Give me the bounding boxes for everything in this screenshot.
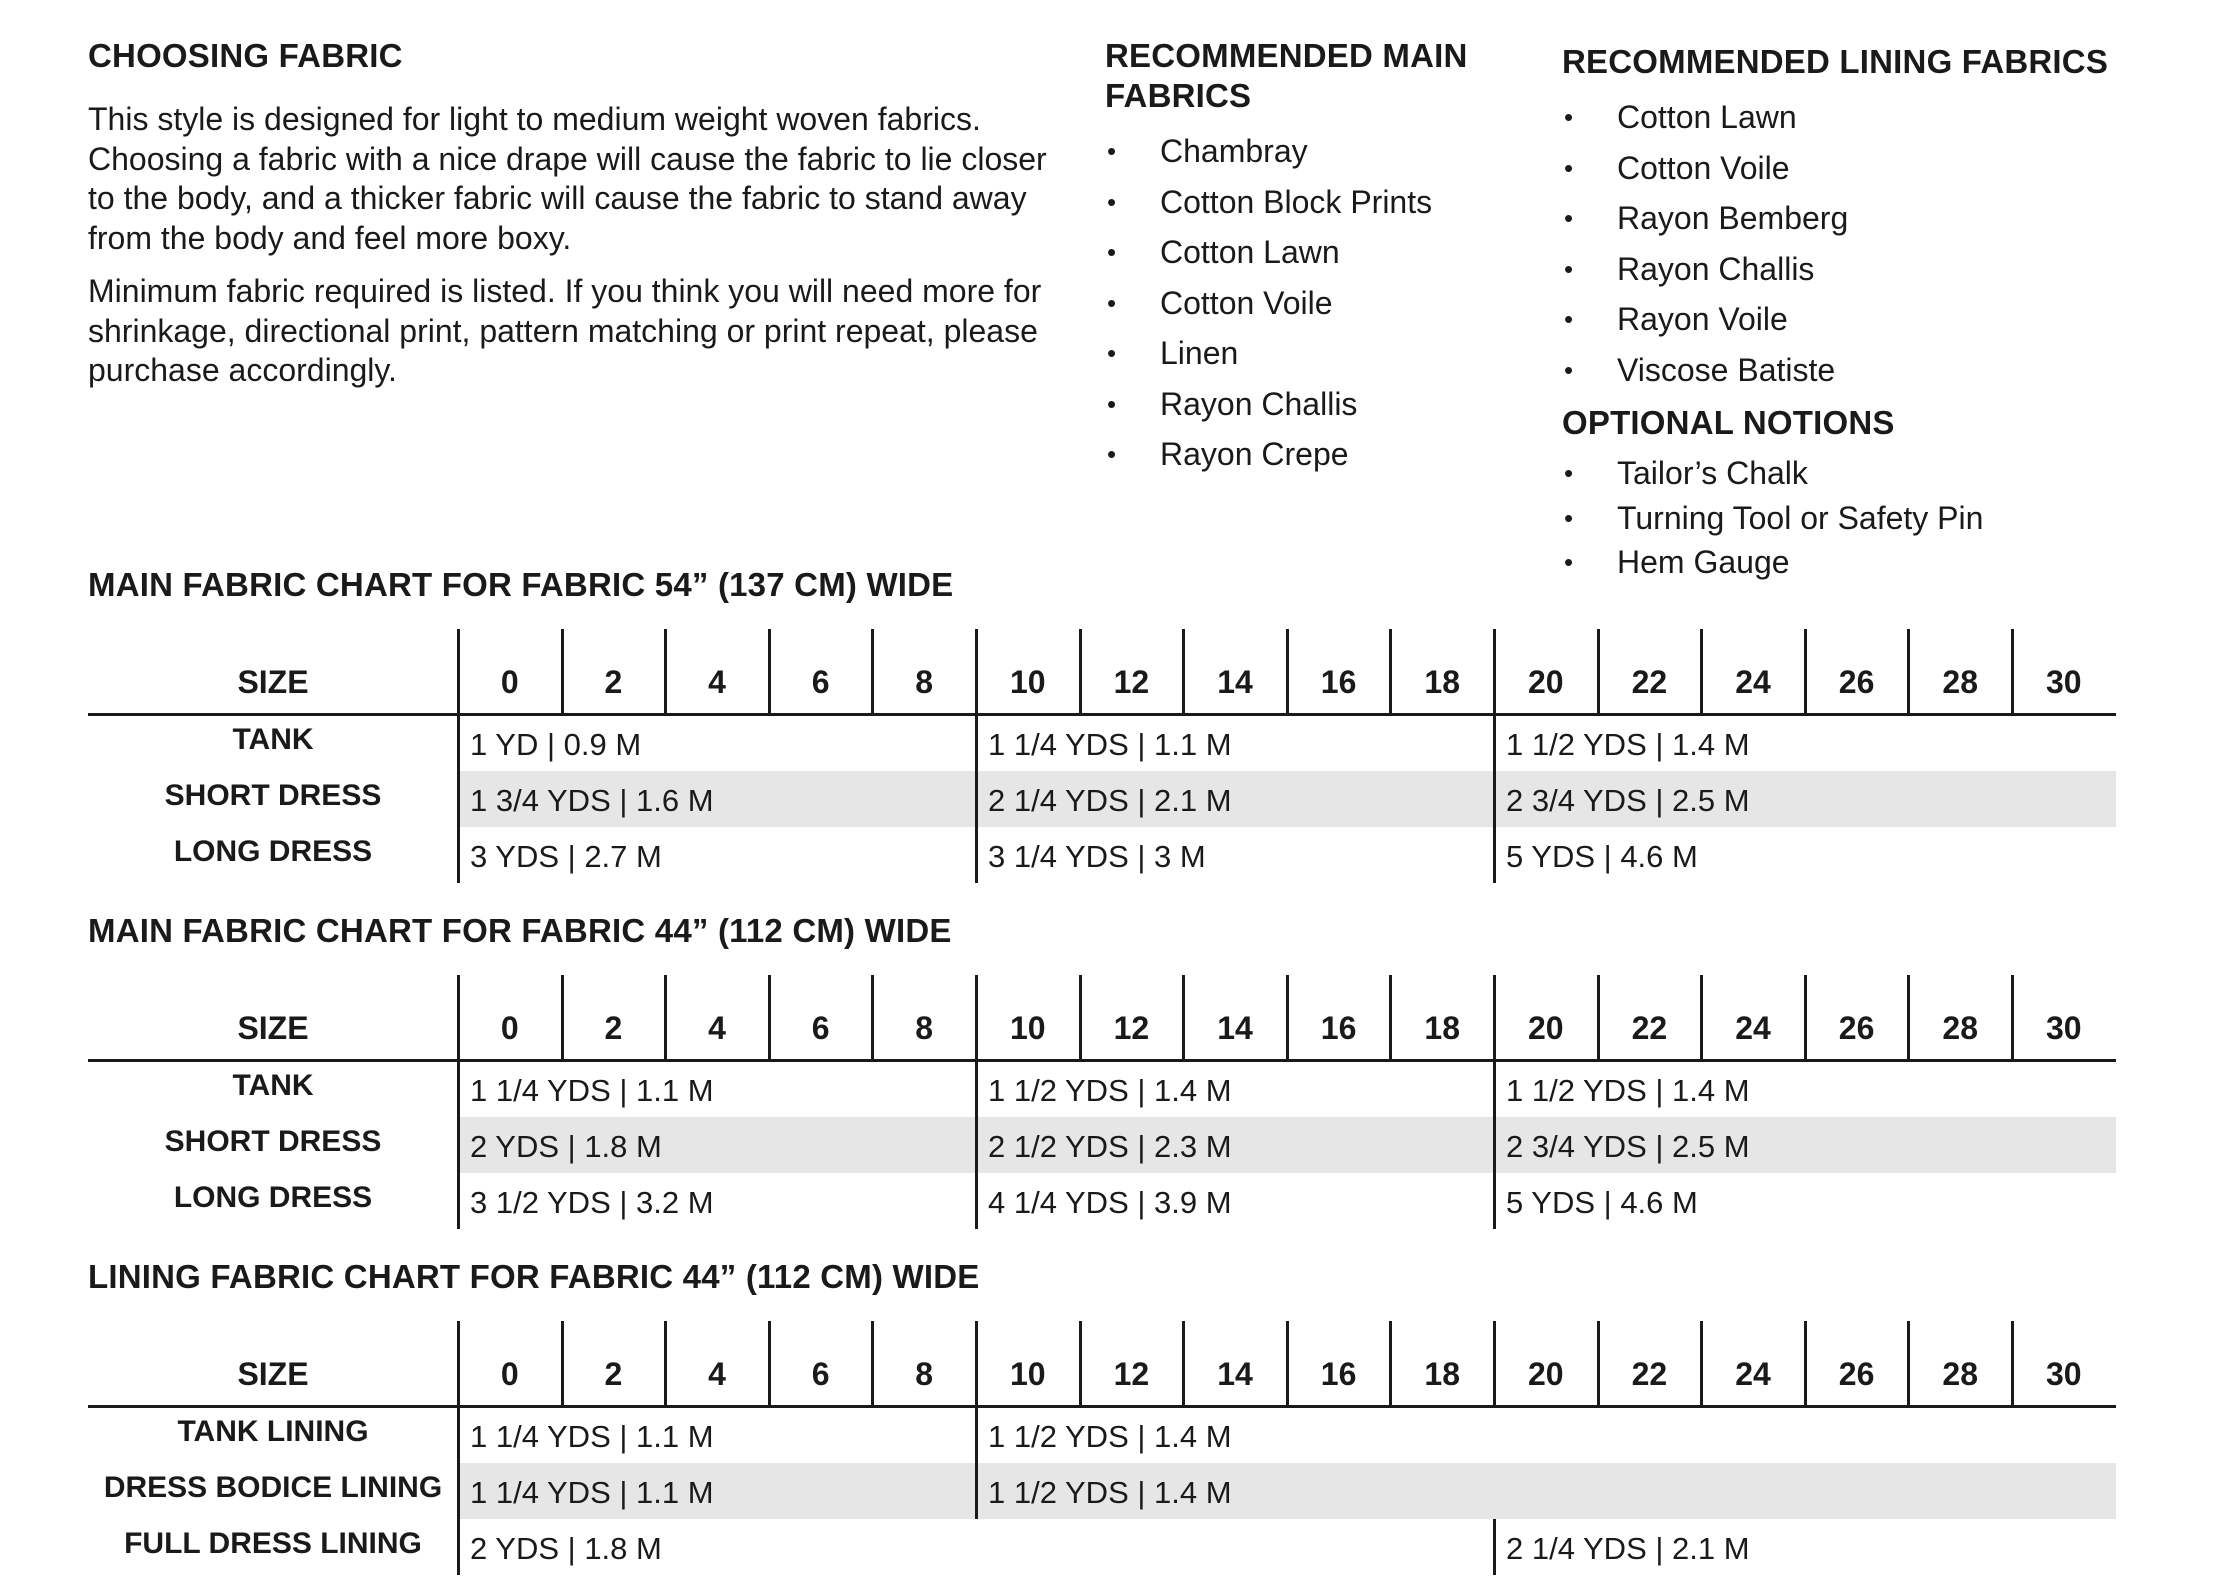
bullet-icon: • — [1564, 458, 1574, 488]
row-label: SHORT DRESS — [164, 1125, 382, 1158]
bullet-icon: • — [1564, 203, 1574, 233]
size-header-cell: 24 — [1735, 1356, 1771, 1392]
list-item-label: Cotton Block Prints — [1160, 183, 1433, 220]
list-item — [1562, 540, 2162, 585]
bullet-icon: • — [1107, 439, 1117, 469]
chart-title: LINING FABRIC CHART FOR FABRIC 44” (112 CM) WIDE — [88, 1258, 980, 1295]
list-item — [1105, 227, 1505, 278]
list-item — [1562, 92, 2162, 143]
size-header-cell: 0 — [500, 1356, 519, 1392]
bullet-icon: • — [1564, 354, 1574, 385]
bullet-icon: • — [1107, 186, 1117, 217]
yardage-value: 3 1/2 YDS | 3.2 M — [470, 1185, 714, 1220]
bullet-icon: • — [1107, 237, 1117, 267]
table-row — [88, 1061, 2116, 1117]
yardage-value: 2 YDS | 1.8 M — [470, 1531, 662, 1566]
list-item-label: Cotton Voile — [1160, 284, 1333, 321]
list-item — [1105, 328, 1505, 379]
size-header-cell: 0 — [500, 664, 519, 700]
size-header-cell: 14 — [1217, 1356, 1253, 1392]
list-item-label: Chambray — [1160, 133, 1308, 169]
row-label: TANK — [232, 1069, 314, 1102]
size-header-cell: 30 — [2046, 1010, 2082, 1046]
choosing-fabric-heading: CHOOSING FABRIC — [88, 37, 403, 74]
size-header-cell: 30 — [2046, 664, 2082, 700]
size-header-cell: 8 — [915, 1356, 934, 1392]
choosing-fabric-paragraph-1: This style is designed for light to medium weight woven fabrics. Choosing a fabric with a nice drape will cause the fabric to lie closer to the body, and a thicker fabric will cause the fabric to stand away from the body and feel more boxy. — [88, 101, 1047, 256]
size-header-cell: 10 — [1010, 1010, 1046, 1046]
size-header-cell: 14 — [1217, 664, 1253, 700]
bullet-icon: • — [1564, 152, 1574, 183]
table-row — [88, 1173, 2116, 1229]
bullet-icon: • — [1107, 287, 1117, 318]
list-item-label: Viscose Batiste — [1617, 351, 1836, 388]
size-header-cell: 28 — [1942, 664, 1978, 700]
size-header-cell: 26 — [1838, 664, 1875, 700]
yardage-value: 2 1/4 YDS | 2.1 M — [1506, 1531, 1750, 1566]
choosing-fabric-section — [88, 36, 1078, 391]
list-item — [1562, 451, 2162, 496]
size-header-label: SIZE — [237, 1010, 309, 1046]
bullet-icon: • — [1107, 338, 1117, 368]
yardage-value: 5 YDS | 4.6 M — [1506, 1185, 1698, 1220]
recommended-main-heading: RECOMMENDED MAIN FABRICS — [1105, 37, 1468, 114]
chart-title: MAIN FABRIC CHART FOR FABRIC 54” (137 CM) WIDE — [88, 566, 954, 603]
yardage-value: 1 1/2 YDS | 1.4 M — [1506, 727, 1750, 762]
row-label: LONG DRESS — [173, 1181, 373, 1214]
bullet-icon: • — [1107, 136, 1117, 166]
bullet-icon: • — [1564, 547, 1574, 577]
yardage-value: 2 1/2 YDS | 2.3 M — [988, 1129, 1232, 1164]
list-item-label: Linen — [1160, 335, 1239, 371]
yardage-value: 2 3/4 YDS | 2.5 M — [1506, 1129, 1750, 1164]
table-row — [88, 827, 2116, 883]
recommended-lining-heading: RECOMMENDED LINING FABRICS — [1562, 43, 2109, 80]
size-header-cell: 12 — [1113, 1010, 1150, 1046]
size-header-cell: 2 — [604, 1010, 623, 1046]
list-item — [1562, 193, 2162, 244]
yardage-value: 2 3/4 YDS | 2.5 M — [1506, 783, 1750, 818]
size-header-cell: 28 — [1942, 1356, 1978, 1392]
yardage-value: 1 YD | 0.9 M — [470, 727, 642, 762]
bullet-icon: • — [1564, 502, 1574, 533]
size-header-cell: 6 — [811, 1356, 830, 1392]
row-label: TANK — [232, 723, 314, 756]
recommended-main-list — [1105, 126, 1505, 480]
size-header-cell: 12 — [1113, 1356, 1150, 1392]
size-header-cell: 26 — [1838, 1356, 1875, 1392]
size-header-cell: 16 — [1320, 1010, 1357, 1046]
list-item-label: Rayon Bemberg — [1617, 200, 1849, 236]
fabric-chart-table — [88, 975, 2116, 1231]
size-header-cell: 8 — [915, 664, 934, 700]
table-row — [88, 715, 2116, 771]
size-header-cell: 22 — [1631, 1356, 1668, 1392]
size-header-cell: 20 — [1528, 1356, 1564, 1392]
yardage-value: 1 1/2 YDS | 1.4 M — [988, 1073, 1232, 1108]
yardage-value: 3 YDS | 2.7 M — [470, 839, 662, 874]
optional-notions-list — [1562, 451, 2162, 585]
size-header-cell: 20 — [1528, 1010, 1564, 1046]
size-header-cell: 22 — [1631, 664, 1668, 700]
size-header-cell: 30 — [2046, 1356, 2082, 1392]
chart-title: MAIN FABRIC CHART FOR FABRIC 44” (112 CM) WIDE — [88, 912, 952, 949]
list-item — [1105, 278, 1505, 329]
table-row — [88, 771, 2116, 827]
list-item — [1105, 177, 1505, 228]
optional-notions-heading: OPTIONAL NOTIONS — [1562, 404, 1895, 441]
recommended-lining-section — [1562, 42, 2162, 585]
list-item — [1105, 429, 1505, 480]
size-header-cell: 10 — [1010, 1356, 1046, 1392]
size-header-cell: 18 — [1424, 1010, 1460, 1046]
list-item-label: Cotton Voile — [1617, 149, 1790, 186]
size-header-cell: 28 — [1942, 1010, 1978, 1046]
yardage-value: 1 1/4 YDS | 1.1 M — [470, 1419, 714, 1454]
size-header-cell: 14 — [1217, 1010, 1253, 1046]
list-item-label: Hem Gauge — [1617, 544, 1790, 580]
yardage-value: 1 1/4 YDS | 1.1 M — [470, 1073, 714, 1108]
list-item — [1562, 143, 2162, 194]
fabric-chart-table — [88, 1321, 2116, 1577]
list-item — [1562, 345, 2162, 396]
size-header-cell: 2 — [604, 1356, 623, 1392]
list-item — [1562, 244, 2162, 295]
row-label: LONG DRESS — [173, 835, 373, 868]
fabric-chart-table — [88, 629, 2116, 885]
table-row — [88, 1117, 2116, 1173]
list-item — [1105, 126, 1505, 177]
list-item-label: Tailor’s Chalk — [1617, 455, 1808, 491]
list-item — [1562, 496, 2162, 541]
size-header-cell: 2 — [604, 664, 623, 700]
size-header-cell: 24 — [1735, 1010, 1771, 1046]
yardage-value: 1 1/4 YDS | 1.1 M — [988, 727, 1232, 762]
size-header-cell: 22 — [1631, 1010, 1668, 1046]
row-shading — [458, 1117, 2116, 1173]
yardage-value: 1 1/4 YDS | 1.1 M — [470, 1475, 714, 1510]
row-label: DRESS BODICE LINING — [103, 1471, 443, 1504]
size-header-cell: 12 — [1113, 664, 1150, 700]
list-item-label: Rayon Challis — [1160, 385, 1358, 422]
yardage-value: 3 1/4 YDS | 3 M — [988, 839, 1206, 874]
bullet-icon: • — [1107, 388, 1117, 419]
size-header-label: SIZE — [237, 1356, 309, 1392]
list-item-label: Rayon Challis — [1617, 250, 1815, 287]
yardage-value: 5 YDS | 4.6 M — [1506, 839, 1698, 874]
size-header-cell: 8 — [915, 1010, 934, 1046]
yardage-value: 2 1/4 YDS | 2.1 M — [988, 783, 1232, 818]
size-header-cell: 4 — [708, 1010, 726, 1046]
size-header-cell: 26 — [1838, 1010, 1875, 1046]
yardage-value: 1 1/2 YDS | 1.4 M — [1506, 1073, 1750, 1108]
size-header-cell: 18 — [1424, 664, 1460, 700]
size-header-cell: 10 — [1010, 664, 1046, 700]
list-item-label: Cotton Lawn — [1617, 99, 1797, 135]
size-header-cell: 20 — [1528, 664, 1564, 700]
size-header-cell: 16 — [1320, 1356, 1357, 1392]
list-item — [1562, 294, 2162, 345]
table-row — [88, 1463, 2116, 1519]
size-header-cell: 6 — [811, 1010, 830, 1046]
table-row — [88, 1519, 2116, 1575]
yardage-value: 1 1/2 YDS | 1.4 M — [988, 1419, 1232, 1454]
size-header-cell: 0 — [500, 1010, 519, 1046]
row-label: SHORT DRESS — [164, 779, 382, 812]
size-header-cell: 4 — [708, 664, 726, 700]
yardage-value: 2 YDS | 1.8 M — [470, 1129, 662, 1164]
list-item-label: Rayon Crepe — [1160, 436, 1349, 472]
size-header-cell: 18 — [1424, 1356, 1460, 1392]
recommended-lining-list — [1562, 92, 2162, 395]
row-label: TANK LINING — [177, 1415, 369, 1448]
yardage-value: 1 3/4 YDS | 1.6 M — [470, 783, 714, 818]
recommended-main-section — [1105, 36, 1505, 480]
list-item-label: Cotton Lawn — [1160, 234, 1340, 270]
yardage-value: 4 1/4 YDS | 3.9 M — [988, 1185, 1232, 1220]
bullet-icon: • — [1564, 304, 1574, 334]
size-header-label: SIZE — [237, 664, 309, 700]
size-header-cell: 6 — [811, 664, 830, 700]
size-header-cell: 24 — [1735, 664, 1771, 700]
list-item — [1105, 379, 1505, 430]
bullet-icon: • — [1564, 253, 1574, 284]
yardage-value: 1 1/2 YDS | 1.4 M — [988, 1475, 1232, 1510]
size-header-cell: 4 — [708, 1356, 726, 1392]
bullet-icon: • — [1564, 102, 1574, 132]
list-item-label: Rayon Voile — [1617, 301, 1788, 337]
size-header-cell: 16 — [1320, 664, 1357, 700]
row-label: FULL DRESS LINING — [124, 1527, 422, 1560]
list-item-label: Turning Tool or Safety Pin — [1617, 499, 1984, 536]
choosing-fabric-paragraph-2: Minimum fabric required is listed. If you think you will need more for shrinkage, directional print, pattern matching or print repeat, please purchase accordingly. — [88, 273, 1042, 388]
table-row — [88, 1407, 2116, 1463]
